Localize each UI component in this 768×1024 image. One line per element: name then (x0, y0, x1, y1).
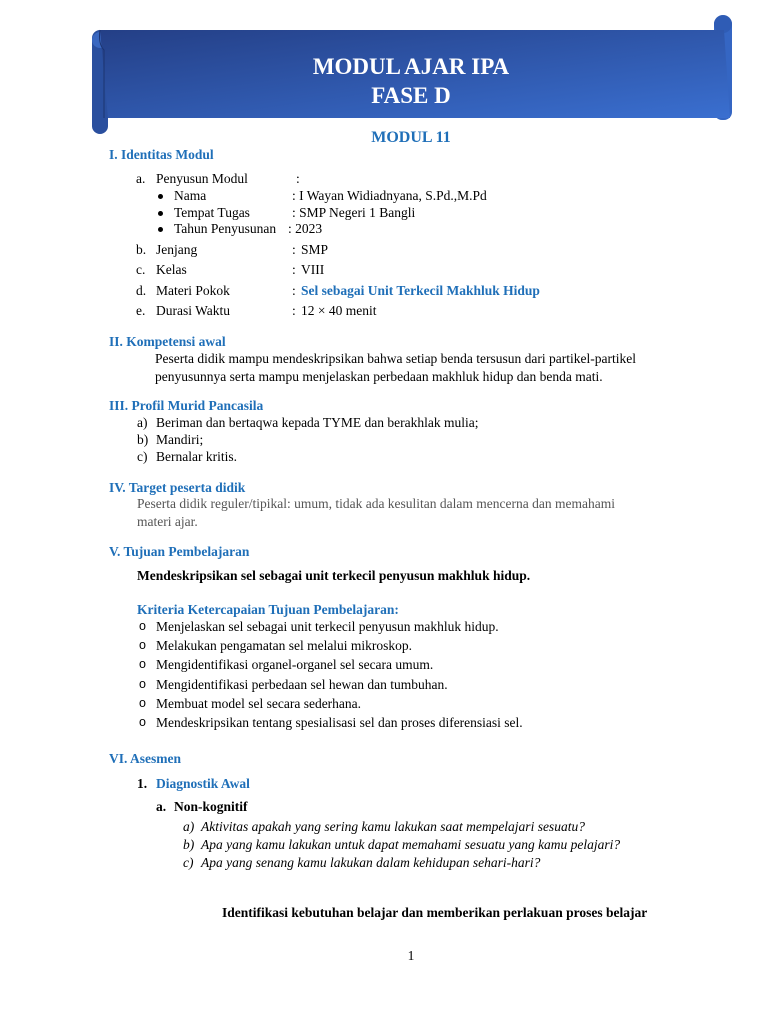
criteria-item-4: Mengidentifikasi perbedaan sel hewan dan tumbuhan. (156, 677, 448, 692)
section-heading-tujuan: V. Tujuan Pembelajaran (109, 544, 250, 559)
identitas-value-jenjang: SMP (301, 242, 329, 257)
sub-label-tahun: Tahun Penyusunan (174, 221, 277, 236)
profil-marker-c: c) (137, 449, 148, 464)
sub-value-tahun: : 2023 (288, 221, 323, 236)
criteria-marker: o (139, 696, 146, 710)
identitas-label-materi: Materi Pokok (156, 283, 230, 298)
section-heading-target: IV. Target peserta didik (109, 480, 246, 495)
kompetensi-line-2: penyusunnya serta mampu menjelaskan perbedaan makhluk hidup dan benda mati. (155, 369, 603, 384)
criteria-marker: o (139, 657, 146, 671)
criteria-marker: o (139, 619, 146, 633)
identitas-value-durasi: 12 × 40 menit (301, 303, 377, 318)
criteria-item-5: Membuat model sel secara sederhana. (156, 696, 362, 711)
question-marker-c: c) (183, 855, 194, 870)
identitas-sep-durasi: : (292, 303, 296, 318)
profil-item-2: Mandiri; (156, 432, 204, 447)
sub-label-nama: Nama (174, 188, 207, 203)
asesmen-sub1a-letter: a. (156, 799, 167, 814)
identitas-value-kelas: VIII (301, 262, 325, 277)
banner-title (92, 52, 730, 110)
asesmen-sub1-title: Diagnostik Awal (156, 776, 250, 791)
sub-label-tempat: Tempat Tugas (174, 205, 250, 220)
criteria-marker: o (139, 638, 146, 652)
target-line-1: Peserta didik reguler/tipikal: umum, tidak ada kesulitan dalam mencerna dan memahami (137, 496, 615, 511)
bullet-icon (158, 211, 163, 216)
criteria-item-1: Menjelaskan sel sebagai unit terkecil penyusun makhluk hidup. (156, 619, 499, 634)
kompetensi-line-1: Peserta didik mampu mendeskripsikan bahwa setiap benda tersusun dari partikel-partikel (155, 351, 636, 366)
bullet-icon (158, 227, 163, 232)
identitas-sep-jenjang: : (292, 242, 296, 257)
identitas-value-materi: Sel sebagai Unit Terkecil Makhluk Hidup (301, 283, 540, 298)
kriteria-heading: Kriteria Ketercapaian Tujuan Pembelajaran: (137, 602, 399, 617)
identitas-label-jenjang: Jenjang (156, 242, 198, 257)
profil-marker-a: a) (137, 415, 148, 430)
banner-title-line2: FASE D (371, 83, 451, 108)
question-2: Apa yang kamu lakukan untuk dapat memahami sesuatu yang kamu pelajari? (201, 837, 621, 852)
criteria-marker: o (139, 715, 146, 729)
identitas-letter-b: b. (136, 242, 147, 257)
identitas-letter-a: a. (136, 171, 146, 186)
criteria-marker: o (139, 677, 146, 691)
identitas-label-durasi: Durasi Waktu (156, 303, 231, 318)
module-number: MODUL 11 (371, 129, 451, 146)
asesmen-sub1-number: 1. (137, 776, 148, 791)
bullet-icon (158, 194, 163, 199)
asesmen-sub1a-title: Non-kognitif (174, 799, 248, 814)
identitas-sep-kelas: : (292, 262, 296, 277)
identitas-letter-c: c. (136, 262, 146, 277)
identitas-label-kelas: Kelas (156, 262, 187, 277)
target-line-2: materi ajar. (137, 514, 198, 529)
question-1: Aktivitas apakah yang sering kamu lakukan saat mempelajari sesuatu? (201, 819, 585, 834)
identitas-letter-e: e. (136, 303, 146, 318)
section-heading-identitas: I. Identitas Modul (109, 147, 214, 162)
sub-value-tempat: : SMP Negeri 1 Bangli (292, 205, 416, 220)
question-3: Apa yang senang kamu lakukan dalam kehidupan sehari-hari? (201, 855, 541, 870)
page-number: 1 (407, 948, 415, 963)
section-heading-kompetensi: II. Kompetensi awal (109, 334, 226, 349)
bottom-heading: Identifikasi kebutuhan belajar dan memberikan perlakuan proses belajar (222, 905, 648, 920)
section-heading-profil: III. Profil Murid Pancasila (109, 398, 264, 413)
question-marker-a: a) (183, 819, 195, 834)
identitas-letter-d: d. (136, 283, 147, 298)
tujuan-goal: Mendeskripsikan sel sebagai unit terkecil penyusun makhluk hidup. (137, 568, 531, 583)
identitas-sep-materi: : (292, 283, 296, 298)
section-heading-asesmen: VI. Asesmen (109, 751, 182, 766)
criteria-item-3: Mengidentifikasi organel-organel sel secara umum. (156, 657, 434, 672)
question-marker-b: b) (183, 837, 195, 852)
profil-marker-b: b) (137, 432, 149, 447)
banner-title-line1: MODUL AJAR IPA (312, 54, 510, 79)
profil-item-1: Beriman dan bertaqwa kepada TYME dan berakhlak mulia; (156, 415, 479, 430)
profil-item-3: Bernalar kritis. (156, 449, 237, 464)
criteria-item-2: Melakukan pengamatan sel melalui mikroskop. (156, 638, 413, 653)
identitas-label-penyusun: Penyusun Modul (156, 171, 248, 186)
criteria-item-6: Mendeskripsikan tentang spesialisasi sel dan proses diferensiasi sel. (156, 715, 523, 730)
identitas-sep-penyusun: : (296, 171, 300, 186)
sub-value-nama: : I Wayan Widiadnyana, S.Pd.,M.Pd (292, 188, 487, 203)
